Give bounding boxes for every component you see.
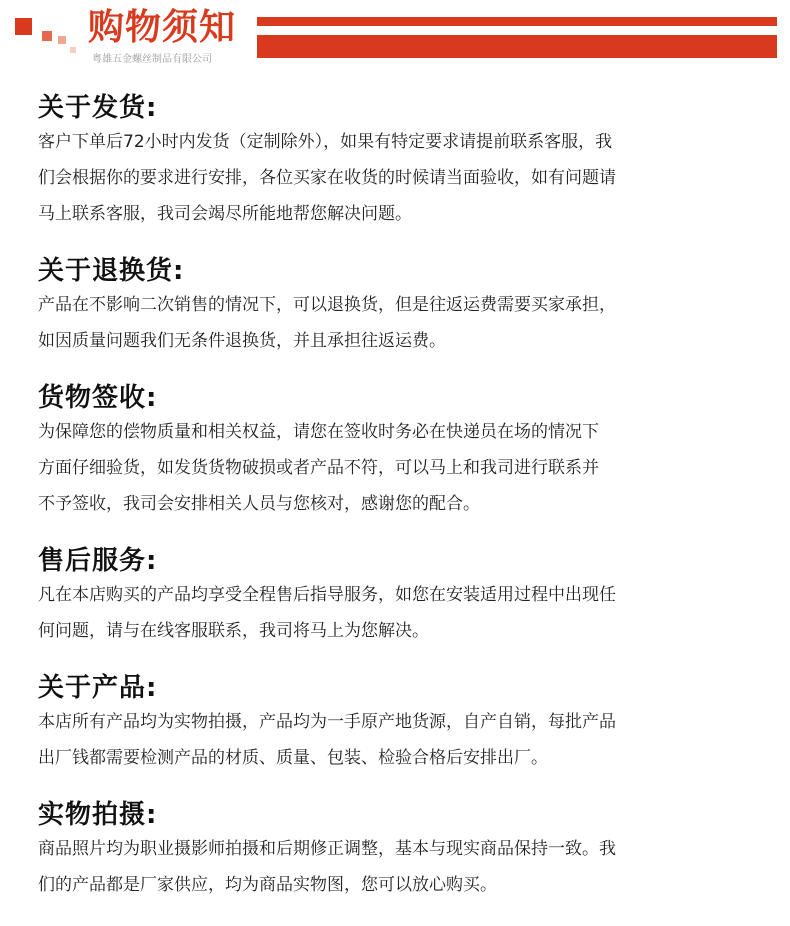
- body-line: 产品在不影响二次销售的情况下，可以退换货，但是往返运费需要买家承担，: [38, 295, 616, 315]
- section-body: [38, 831, 758, 903]
- body-line: 何问题，请与在线客服联系，我司将马上为您解决。: [38, 621, 429, 641]
- section-receipt: [38, 382, 758, 522]
- company-name: 粤雄五金螺丝制品有限公司: [92, 54, 212, 65]
- decor-square-small: [58, 36, 66, 44]
- decor-square-medium: [42, 31, 52, 41]
- section-title: 售后服务:: [38, 546, 158, 576]
- header-bar-thin: [257, 17, 777, 26]
- header-banner: [0, 0, 790, 80]
- body-line: 不予签收，我司会安排相关人员与您核对，感谢您的配合。: [38, 494, 480, 514]
- section-title: 货物签收:: [38, 383, 158, 413]
- section-returns: [38, 255, 758, 359]
- page-title: 购物须知: [88, 7, 237, 48]
- body-line: 为保障您的偿物质量和相关权益，请您在签收时务必在快递员在场的情况下: [38, 422, 599, 442]
- section-title: 关于产品:: [38, 673, 158, 703]
- section-photos: [38, 799, 758, 903]
- body-line: 出厂钱都需要检测产品的材质、质量、包装、检验合格后安排出厂。: [38, 748, 548, 768]
- decor-square-tiny: [70, 47, 76, 53]
- section-after-sales: [38, 545, 758, 649]
- section-products: [38, 672, 758, 776]
- body-line: 凡在本店购买的产品均享受全程售后指导服务，如您在安装适用过程中出现任: [38, 585, 616, 605]
- header-bar-thick: [257, 35, 777, 58]
- section-body: [38, 577, 758, 649]
- body-line: 商品照片均为职业摄影师拍摄和后期修正调整，基本与现实商品保持一致。我: [38, 839, 616, 859]
- body-line: 客户下单后72小时内发货（定制除外），如果有特定要求请提前联系客服，我: [38, 132, 613, 152]
- section-title: 关于发货:: [38, 93, 158, 123]
- section-body: [38, 124, 758, 232]
- section-shipping: [38, 92, 758, 232]
- section-title: 实物拍摄:: [38, 800, 158, 830]
- section-title: 关于退换货:: [38, 256, 185, 286]
- body-line: 们的产品都是厂家供应，均为商品实物图，您可以放心购买。: [38, 875, 497, 895]
- body-line: 们会根据你的要求进行安排，各位买家在收货的时候请当面验收，如有问题请: [38, 168, 616, 188]
- notice-content: [38, 92, 758, 926]
- body-line: 方面仔细验货，如发货货物破损或者产品不符，可以马上和我司进行联系并: [38, 458, 599, 478]
- body-line: 如因质量问题我们无条件退换货，并且承担往返运费。: [38, 331, 446, 351]
- body-line: 本店所有产品均为实物拍摄，产品均为一手原产地货源，自产自销，每批产品: [38, 712, 616, 732]
- section-body: [38, 414, 758, 522]
- section-body: [38, 704, 758, 776]
- decor-square-large: [15, 18, 32, 35]
- section-body: [38, 287, 758, 359]
- body-line: 马上联系客服，我司会竭尽所能地帮您解决问题。: [38, 204, 412, 224]
